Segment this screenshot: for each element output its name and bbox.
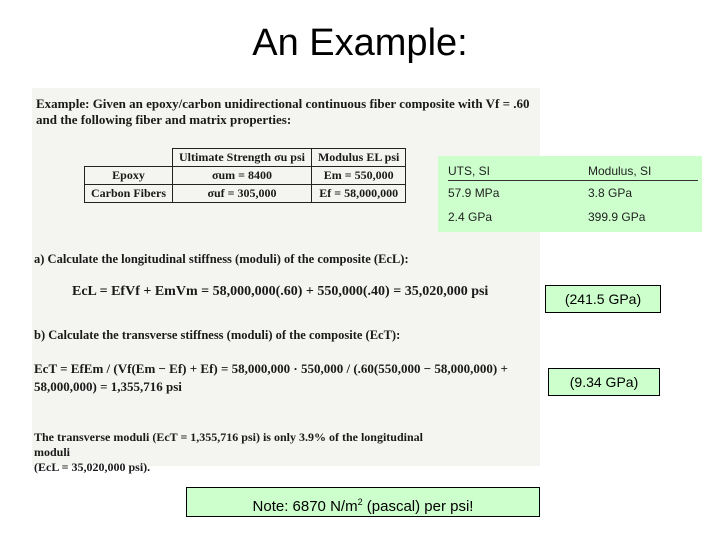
modulus-header: Modulus EL psi xyxy=(311,149,405,167)
uts-si-value: 57.9 MPa xyxy=(448,186,500,200)
moduli-note-line-1: The transverse moduli (EcT = 1,355,716 psi) is only 3.9% of the longitudinal moduli xyxy=(34,430,423,459)
note-suffix: (pascal) per psi! xyxy=(362,498,474,515)
row-modulus: Ef = 58,000,000 xyxy=(311,185,405,203)
si-header-row xyxy=(448,164,698,181)
properties-table xyxy=(84,148,406,203)
equation-b: EcT = EfEm / (Vf(Em − Ef) + Ef) = 58,000,000 · 550,000 / (.60(550,000 − 58,000,000) + 58,000,000) = 1,355,716 psi xyxy=(34,361,508,394)
row-label: Carbon Fibers xyxy=(85,185,173,203)
strength-header: Ultimate Strength σu psi xyxy=(173,149,312,167)
longitudinal-gpa-box: (241.5 GPa) xyxy=(545,285,661,313)
modulus-si-value: 399.9 GPa xyxy=(588,210,646,224)
transverse-gpa-box: (9.34 GPa) xyxy=(548,368,660,396)
intro-line-2: and the following fiber and matrix properties: xyxy=(36,112,292,127)
equation-a: EcL = EfVf + EmVm = 58,000,000(.60) + 550,000(.40) = 35,020,000 psi xyxy=(72,284,489,299)
question-b: b) Calculate the transverse stiffness (moduli) of the composite (EcT): xyxy=(34,328,401,342)
table-row xyxy=(85,167,406,185)
modulus-si-header: Modulus, SI xyxy=(588,164,652,178)
moduli-note xyxy=(34,430,454,475)
uts-si-value: 2.4 GPa xyxy=(448,210,493,224)
row-label: Epoxy xyxy=(85,167,173,185)
question-a: a) Calculate the longitudinal stiffness (moduli) of the composite (EcL): xyxy=(34,252,409,266)
row-strength: σum = 8400 xyxy=(173,167,312,185)
note-superscript: 2 xyxy=(357,497,363,507)
si-units-table xyxy=(438,156,702,232)
scanned-example-image xyxy=(32,88,540,474)
conversion-note-box xyxy=(186,487,540,517)
slide-title: An Example: xyxy=(252,22,468,64)
note-prefix: Note: 6870 N/m xyxy=(252,498,358,515)
uts-si-header: UTS, SI xyxy=(448,164,491,178)
table-header-row xyxy=(85,149,406,167)
example-intro xyxy=(36,96,530,128)
table-row xyxy=(85,185,406,203)
intro-line-1: Example: Given an epoxy/carbon unidirectional continuous fiber composite with Vf = .60 xyxy=(36,96,530,111)
modulus-si-value: 3.8 GPa xyxy=(588,186,633,200)
row-modulus: Em = 550,000 xyxy=(311,167,405,185)
row-strength: σuf = 305,000 xyxy=(173,185,312,203)
moduli-note-line-2: (EcL = 35,020,000 psi). xyxy=(34,460,151,474)
